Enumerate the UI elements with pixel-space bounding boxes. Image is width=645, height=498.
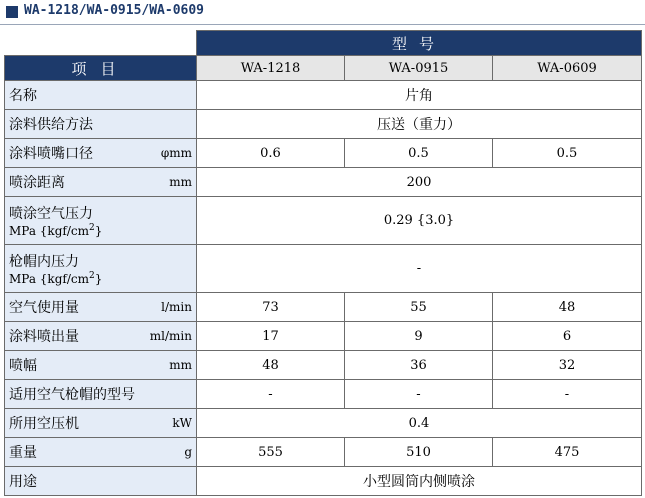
row-label-cell: [5, 380, 197, 409]
page-title: WA-1218/WA-0915/WA-0609: [24, 3, 205, 18]
row-value-merged: 片角: [197, 81, 642, 110]
row-label: 所用空压机: [9, 416, 79, 432]
row-label-cell: [5, 168, 197, 197]
table-row: [5, 293, 642, 322]
row-value-wa-0915: 0.5: [345, 139, 493, 168]
row-unit: φmm: [160, 146, 192, 160]
row-value-wa-0915: 55: [345, 293, 493, 322]
row-label-cell: [5, 110, 197, 139]
row-value-wa-1218: 555: [197, 438, 345, 467]
row-value-merged: 压送（重力）: [197, 110, 642, 139]
row-value-wa-1218: 0.6: [197, 139, 345, 168]
row-label: 名称: [9, 88, 37, 104]
row-value-wa-0609: 0.5: [493, 139, 642, 168]
row-sub-label: MPa $\{kgf/cm^2\}$: [9, 223, 103, 238]
header-row-items: [5, 56, 642, 81]
row-label-cell: [5, 81, 197, 110]
title-bar: [0, 0, 645, 26]
table-row: [5, 351, 642, 380]
row-label: 空气使用量: [9, 300, 79, 316]
table-row: [5, 139, 642, 168]
row-value-wa-1218: 73: [197, 293, 345, 322]
row-label: 枪帽内压力: [9, 254, 79, 270]
model-header-wa-0609: WA-0609: [493, 56, 642, 81]
row-label-cell: [5, 322, 197, 351]
row-value-wa-0609: 6: [493, 322, 642, 351]
row-value-wa-0915: 510: [345, 438, 493, 467]
row-label-cell: [5, 139, 197, 168]
row-label-cell: [5, 467, 197, 496]
row-unit: ml/min: [149, 329, 192, 343]
model-header-wa-1218: WA-1218: [197, 56, 345, 81]
row-label: 喷幅: [9, 358, 37, 374]
table-row: [5, 322, 642, 351]
row-label: 涂料供给方法: [9, 117, 93, 133]
row-value-wa-0609: -: [493, 380, 642, 409]
title-divider: [0, 24, 645, 25]
title-square-icon: [6, 6, 18, 18]
row-label: 涂料喷嘴口径: [9, 146, 93, 162]
row-label-cell: [5, 293, 197, 322]
row-label: 重量: [9, 445, 37, 461]
table-row: [5, 245, 642, 293]
model-header: 型号: [197, 31, 642, 56]
table-row: [5, 380, 642, 409]
row-value-wa-1218: -: [197, 380, 345, 409]
table-row: [5, 110, 642, 139]
table-row: [5, 438, 642, 467]
row-value-wa-0609: 48: [493, 293, 642, 322]
row-unit: g: [184, 445, 192, 459]
spec-table: [4, 30, 642, 496]
row-label: 涂料喷出量: [9, 329, 79, 345]
row-value-merged: -: [197, 245, 642, 293]
row-value-merged: 小型圆筒内侧喷涂: [197, 467, 642, 496]
row-label-cell: [5, 197, 197, 245]
row-label-cell: [5, 438, 197, 467]
row-label: 喷涂距离: [9, 175, 65, 191]
row-value-wa-0609: 475: [493, 438, 642, 467]
row-value-wa-1218: 17: [197, 322, 345, 351]
row-label-cell: [5, 351, 197, 380]
row-label: 喷涂空气压力: [9, 206, 93, 222]
row-value-wa-0915: 36: [345, 351, 493, 380]
model-header-wa-0915: WA-0915: [345, 56, 493, 81]
row-value-wa-1218: 48: [197, 351, 345, 380]
row-value-merged: 200: [197, 168, 642, 197]
row-unit: l/min: [161, 300, 192, 314]
header-row-model: [5, 31, 642, 56]
row-label-cell: [5, 409, 197, 438]
row-value-merged: 0.29 {3.0}: [197, 197, 642, 245]
row-unit: kW: [172, 416, 192, 430]
row-label: 适用空气枪帽的型号: [9, 387, 135, 403]
row-sub-label: MPa $\{kgf/cm^2\}$: [9, 271, 103, 286]
header-blank-cell: [5, 31, 197, 56]
row-unit: mm: [169, 175, 192, 189]
table-row: [5, 467, 642, 496]
item-header: 项目: [5, 56, 197, 81]
row-label-cell: [5, 245, 197, 293]
row-value-wa-0915: 9: [345, 322, 493, 351]
row-value-merged: 0.4: [197, 409, 642, 438]
table-row: [5, 81, 642, 110]
row-value-wa-0915: -: [345, 380, 493, 409]
table-row: [5, 197, 642, 245]
table-row: [5, 409, 642, 438]
row-label: 用途: [9, 474, 37, 490]
row-unit: mm: [169, 358, 192, 372]
row-value-wa-0609: 32: [493, 351, 642, 380]
table-row: [5, 168, 642, 197]
